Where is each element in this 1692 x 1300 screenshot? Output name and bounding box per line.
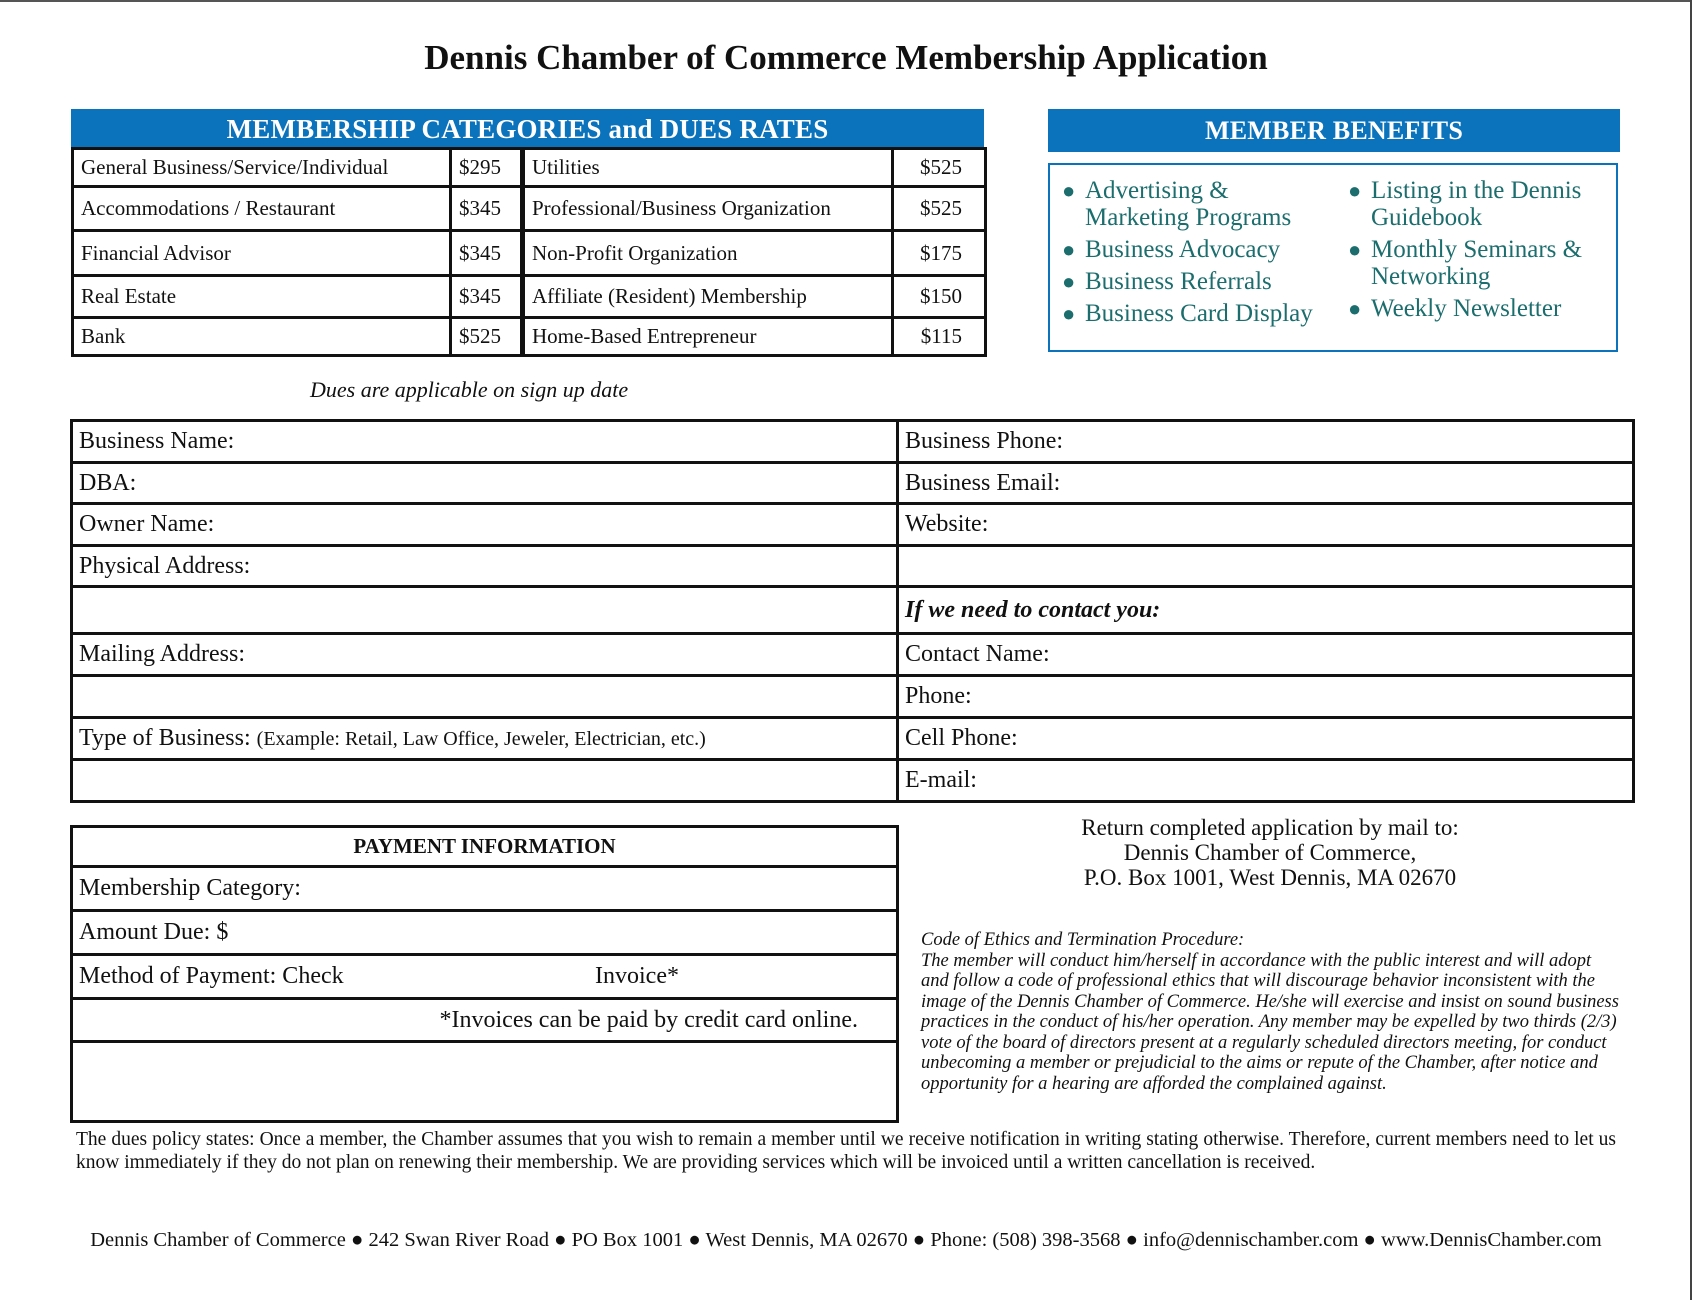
- page-title: Dennis Chamber of Commerce Membership Application: [424, 38, 1268, 77]
- top-border: [0, 0, 1692, 2]
- bullet-icon: ●: [1348, 296, 1362, 321]
- table-row: [72, 504, 1634, 546]
- dues-policy: The dues policy states: Once a member, the Chamber assumes that you wish to remain a member until we receive notification in writing stating otherwise. Therefore, current members need to let us know immediately if they do not plan on renewing their membership. We are providing services which will be invoiced until a written cancellation is received.: [76, 1129, 1616, 1173]
- return-line-3: P.O. Box 1001, West Dennis, MA 02670: [1083, 865, 1457, 890]
- code-of-ethics: [921, 930, 1621, 1094]
- mailing-address-line2-field[interactable]: [72, 676, 898, 718]
- table-row: [73, 231, 986, 276]
- benefits-left-column: [1055, 177, 1330, 332]
- type-of-business-example: (Example: Retail, Law Office, Jeweler, Electrician, etc.): [256, 728, 706, 750]
- bullet-icon: ●: [1062, 237, 1076, 262]
- table-row: [73, 318, 986, 356]
- table-row: [72, 634, 1634, 676]
- table-row: [72, 827, 898, 867]
- list-item: ● Advertising & Marketing Programs: [1062, 177, 1292, 231]
- bullet-icon: ●: [1348, 237, 1362, 262]
- category-name: Home-Based Entrepreneur: [523, 318, 893, 356]
- table-row: [72, 676, 1634, 718]
- bullet-icon: ●: [1348, 178, 1362, 203]
- physical-address-line2-field[interactable]: [72, 587, 898, 634]
- bullet-icon: ●: [1062, 178, 1076, 203]
- bullet-icon: ●: [1062, 301, 1076, 326]
- table-row: [72, 587, 1634, 634]
- table-row: [72, 999, 898, 1042]
- benefits-right-column: [1341, 177, 1611, 327]
- category-price: $525: [893, 149, 986, 187]
- category-price: $295: [451, 149, 523, 187]
- category-name: Bank: [73, 318, 451, 356]
- benefits-header-box: [1048, 109, 1620, 152]
- bullet-icon: ●: [1062, 269, 1076, 294]
- business-name-field[interactable]: Business Name:: [72, 421, 898, 463]
- dues-note: Dues are applicable on sign up date: [310, 377, 629, 402]
- contact-heading: If we need to contact you:: [898, 587, 1634, 634]
- table-row: [72, 1042, 898, 1122]
- payment-header: PAYMENT INFORMATION: [72, 827, 898, 867]
- table-row: [72, 463, 1634, 504]
- invoice-option[interactable]: Invoice*: [595, 963, 679, 989]
- category-name: Real Estate: [73, 276, 451, 318]
- category-name: Professional/Business Organization: [523, 187, 893, 231]
- list-item: ● Weekly Newsletter: [1348, 295, 1562, 322]
- dba-field[interactable]: DBA:: [72, 463, 898, 504]
- category-price: $345: [451, 276, 523, 318]
- table-row: [72, 718, 1634, 760]
- list-item: ● Business Card Display: [1062, 300, 1313, 327]
- physical-address-field[interactable]: Physical Address:: [72, 546, 898, 587]
- method-of-payment-field[interactable]: [72, 955, 898, 999]
- table-row: [72, 760, 1634, 802]
- ethics-body: The member will conduct him/herself in accordance with the public interest and will adopt and follow a code of professional ethics that will discourage behavior inconsistent with the image of the Dennis Chamber of Commerce. He/she will exercise and insist on sound business practices in the conduct of his/her operation. Any member may be expelled by two thirds (2/3) vote of the board of directors present at a regularly scheduled directors meeting, for conduct unbecoming a member or prejudicial to the aims or repute of the Chamber, after notice and opportunity for a hearing are afforded the complained against.: [921, 950, 1619, 1094]
- category-name: Accommodations / Restaurant: [73, 187, 451, 231]
- cell-phone-field[interactable]: Cell Phone:: [898, 718, 1634, 760]
- categories-header: MEMBERSHIP CATEGORIES and DUES RATES: [71, 109, 984, 147]
- table-row: [73, 276, 986, 318]
- return-line-2: Dennis Chamber of Commerce,: [1123, 840, 1417, 865]
- table-row: [73, 149, 986, 187]
- type-of-business-field[interactable]: [72, 718, 898, 760]
- contact-name-field[interactable]: Contact Name:: [898, 634, 1634, 676]
- list-item: ● Business Advocacy: [1062, 236, 1281, 263]
- return-address: [990, 815, 1550, 890]
- payment-table: [70, 825, 899, 1123]
- type-of-business-label: Type of Business:: [79, 725, 251, 751]
- website-field[interactable]: Website:: [898, 504, 1634, 546]
- category-price: $115: [893, 318, 986, 356]
- list-item: ● Monthly Seminars & Networking: [1348, 236, 1583, 290]
- category-price: $525: [893, 187, 986, 231]
- footer-contact: Dennis Chamber of Commerce ● 242 Swan River Road ● PO Box 1001 ● West Dennis, MA 02670 ● Phone: (508) 398-3568 ● info@dennischamber.com ● www.DennisChamber.com: [90, 1229, 1602, 1251]
- table-row: [72, 546, 1634, 587]
- benefits-list-box: [1048, 163, 1618, 352]
- table-row: [72, 421, 1634, 463]
- payment-blank-field[interactable]: [72, 1042, 898, 1122]
- amount-due-field[interactable]: Amount Due: $: [72, 911, 898, 955]
- phone-field[interactable]: Phone:: [898, 676, 1634, 718]
- categories-table: [71, 147, 987, 357]
- category-name: Non-Profit Organization: [523, 231, 893, 276]
- table-row: [72, 911, 898, 955]
- ethics-title: Code of Ethics and Termination Procedure:: [921, 930, 1245, 950]
- website-continued-field[interactable]: [898, 546, 1634, 587]
- category-price: $525: [451, 318, 523, 356]
- category-price: $345: [451, 187, 523, 231]
- owner-name-field[interactable]: Owner Name:: [72, 504, 898, 546]
- business-phone-field[interactable]: Business Phone:: [898, 421, 1634, 463]
- category-price: $345: [451, 231, 523, 276]
- category-price: $175: [893, 231, 986, 276]
- table-row: [72, 955, 898, 999]
- category-name: Utilities: [523, 149, 893, 187]
- category-name: Financial Advisor: [73, 231, 451, 276]
- check-option[interactable]: Method of Payment: Check: [79, 963, 344, 989]
- category-name: Affiliate (Resident) Membership: [523, 276, 893, 318]
- return-line-1: Return completed application by mail to:: [1081, 815, 1459, 840]
- list-item: ● Listing in the Dennis Guidebook: [1348, 177, 1582, 231]
- membership-category-field[interactable]: Membership Category:: [72, 867, 898, 911]
- business-email-field[interactable]: Business Email:: [898, 463, 1634, 504]
- contact-email-field[interactable]: E-mail:: [898, 760, 1634, 802]
- category-name: General Business/Service/Individual: [73, 149, 451, 187]
- benefits-header: MEMBER BENEFITS: [1048, 109, 1620, 152]
- invoice-note: *Invoices can be paid by credit card online.: [72, 999, 898, 1042]
- table-row: [73, 187, 986, 231]
- list-item: ● Business Referrals: [1062, 268, 1272, 295]
- category-price: $150: [893, 276, 986, 318]
- type-of-business-line2-field[interactable]: [72, 760, 898, 802]
- membership-categories: [71, 109, 984, 357]
- business-info-table: [70, 419, 1635, 803]
- table-row: [72, 867, 898, 911]
- mailing-address-field[interactable]: Mailing Address:: [72, 634, 898, 676]
